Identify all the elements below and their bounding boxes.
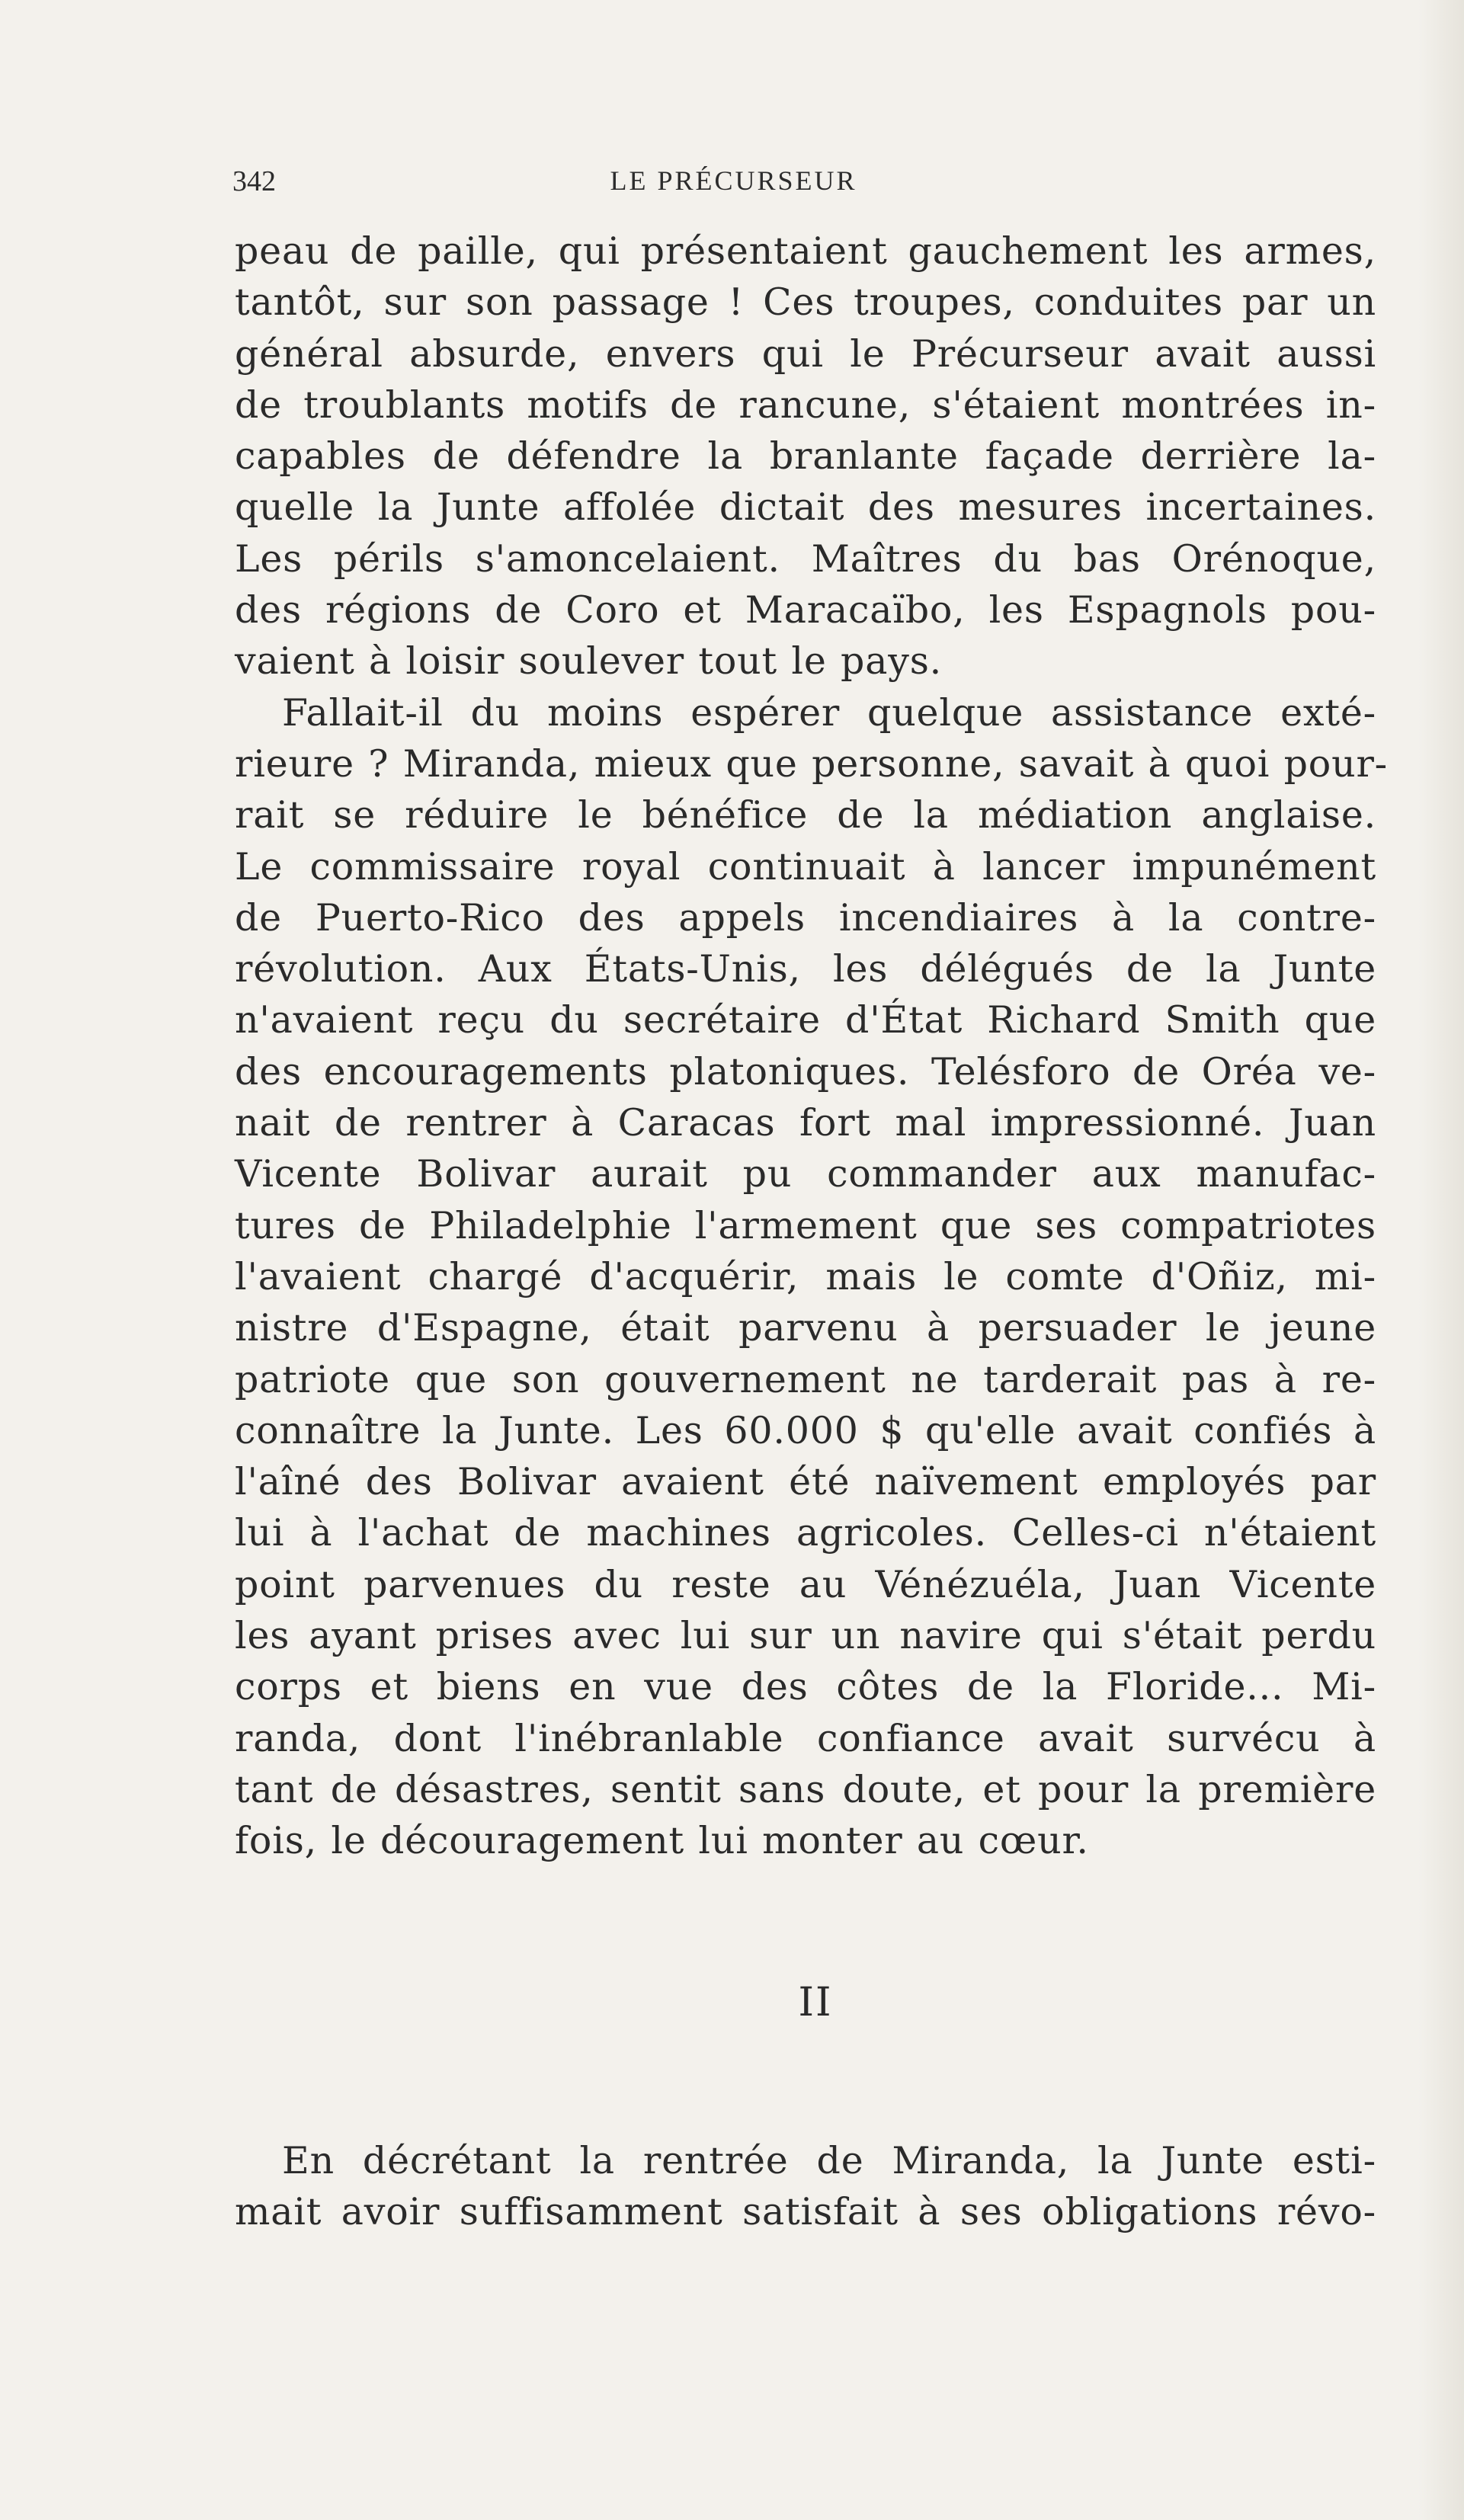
text-line: général absurde, envers qui le Précurseur avait aussi <box>235 331 1376 376</box>
text-line: tant de désastres, sentit sans doute, et pour la première <box>235 1767 1376 1811</box>
section-text <box>235 2135 1376 2238</box>
text-line: Les périls s'amoncelaient. Maîtres du bas Orénoque, <box>235 536 1376 581</box>
text-line: Le commissaire royal continuait à lancer impunément <box>235 844 1376 889</box>
text-line: Vicente Bolivar aurait pu commander aux manufac- <box>235 1152 1376 1196</box>
text-line: quelle la Junte affolée dictait des mesures incertaines. <box>235 485 1376 530</box>
text-line: nait de rentrer à Caracas fort mal impressionné. Juan <box>235 1101 1376 1145</box>
text-line: tantôt, sur son passage ! Ces troupes, conduites par un <box>235 280 1376 325</box>
running-title: LE PRÉCURSEUR <box>610 165 857 196</box>
text-line: mait avoir suffisamment satisfait à ses obligations révo- <box>235 2190 1376 2234</box>
page-number: 342 <box>232 165 276 197</box>
text-line: peau de paille, qui présentaient gauchement les armes, <box>235 229 1376 273</box>
text-line: randa, dont l'inébranlable confiance avait survécu à <box>235 1716 1376 1760</box>
text-line: nistre d'Espagne, était parvenu à persuader le jeune <box>235 1306 1376 1350</box>
page-header <box>232 159 1235 204</box>
text-line: connaître la Junte. Les 60.000 $ qu'elle avait confiés à <box>235 1408 1376 1452</box>
page-edge-shadow <box>1418 0 1464 2520</box>
text-line: l'avaient chargé d'acquérir, mais le comte d'Oñiz, mi- <box>235 1254 1376 1298</box>
text-line: fois, le découragement lui monter au cœur. <box>235 1819 1089 1863</box>
text-line: des encouragements platoniques. Telésforo de Oréa ve- <box>235 1049 1376 1093</box>
text-line: de Puerto-Rico des appels incendiaires à la contre- <box>235 895 1376 940</box>
text-line: des régions de Coro et Maracaïbo, les Espagnols pou- <box>235 588 1376 632</box>
text-line: n'avaient reçu du secrétaire d'État Richard Smith que <box>235 998 1376 1042</box>
text-line: rait se réduire le bénéfice de la médiation anglaise. <box>235 793 1376 837</box>
text-line: patriote que son gouvernement ne tarderait pas à re- <box>235 1357 1376 1401</box>
text-line: les ayant prises avec lui sur un navire qui s'était perdu <box>235 1614 1376 1658</box>
text-line: corps et biens en vue des côtes de la Floride... Mi- <box>235 1665 1376 1709</box>
text-line: révolution. Aux États-Unis, les délégués de la Junte <box>235 947 1376 991</box>
text-line: l'aîné des Bolivar avaient été naïvement employés par <box>235 1460 1376 1504</box>
text-line: lui à l'achat de machines agricoles. Celles-ci n'étaient <box>235 1511 1376 1555</box>
text-line: tures de Philadelphie l'armement que ses compatriotes <box>235 1203 1376 1247</box>
text-line: capables de défendre la branlante façade derrière la- <box>235 434 1376 479</box>
text-line: de troublants motifs de rancune, s'étaient montrées in- <box>235 383 1376 427</box>
text-line: vaient à loisir soulever tout le pays. <box>235 639 943 684</box>
text-line: Fallait-il du moins espérer quelque assistance exté- <box>282 690 1376 735</box>
body-text <box>235 226 1389 1867</box>
text-line: rieure ? Miranda, mieux que personne, savait à quoi pour- <box>235 741 1389 786</box>
section-number: II <box>798 1980 833 2025</box>
text-line: En décrétant la rentrée de Miranda, la Junte esti- <box>282 2139 1376 2182</box>
text-line: point parvenues du reste au Vénézuéla, Juan Vicente <box>235 1562 1376 1606</box>
